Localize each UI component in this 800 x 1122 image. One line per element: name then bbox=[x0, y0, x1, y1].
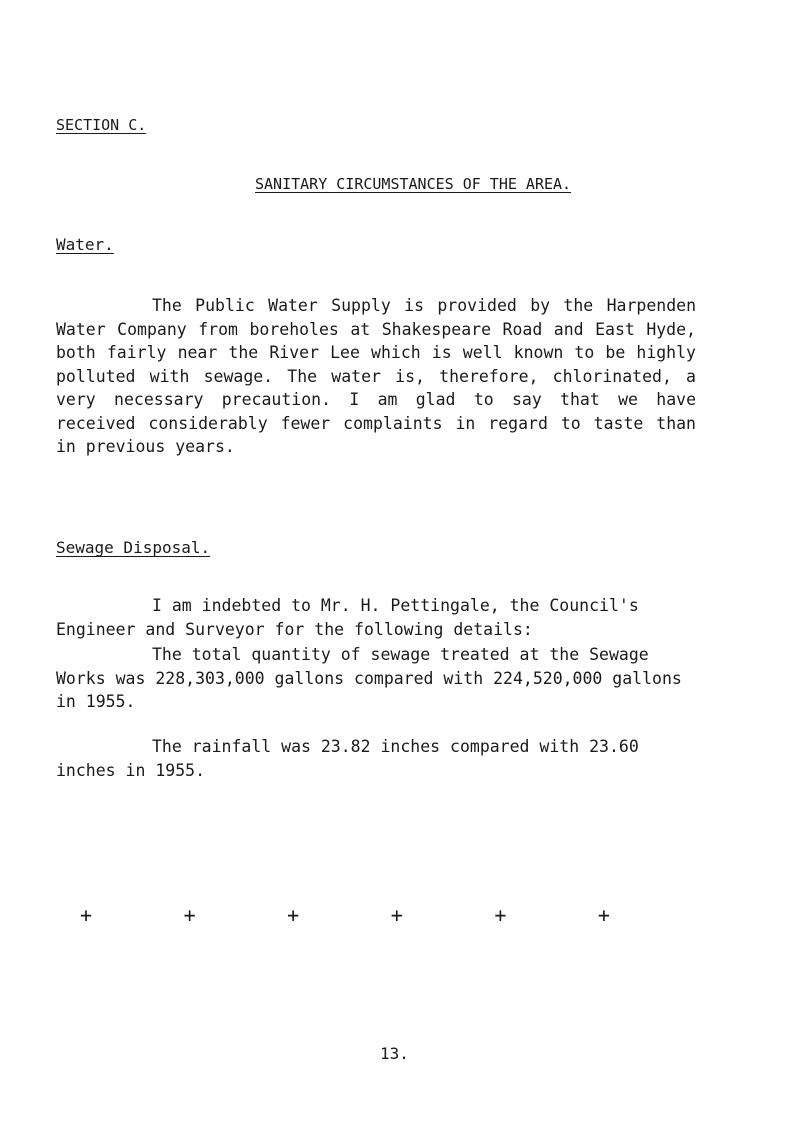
sewage-paragraph-acknowledgement: I am indebted to Mr. H. Pettingale, the Council's Engineer and Surveyor for the following details: bbox=[56, 596, 639, 639]
water-paragraph: The Public Water Supply is provided by the Harpenden Water Company from boreholes at Shakespeare Road and East Hyde, both fairly near the River Lee which is well known to be highly polluted with sewage. The water is, therefore, chlorinated, a very necessary precaution. I am glad to say that we have received considerably fewer complaints in regard to taste than in previous years. bbox=[56, 296, 696, 456]
separator-mark: + bbox=[183, 903, 196, 927]
separator-mark: + bbox=[597, 903, 610, 927]
heading-water: Water. bbox=[56, 235, 114, 254]
separator-mark: + bbox=[390, 903, 403, 927]
separator-mark: + bbox=[494, 903, 507, 927]
page-number: 13. bbox=[380, 1044, 409, 1063]
heading-sewage-disposal: Sewage Disposal. bbox=[56, 538, 211, 557]
separator-marks bbox=[80, 903, 610, 927]
separator-mark: + bbox=[287, 903, 300, 927]
separator-mark: + bbox=[80, 903, 93, 927]
page-title: SANITARY CIRCUMSTANCES OF THE AREA. bbox=[255, 175, 572, 193]
section-label: SECTION C. bbox=[56, 116, 147, 134]
sewage-paragraph-rainfall: The rainfall was 23.82 inches compared with 23.60 inches in 1955. bbox=[56, 737, 639, 780]
sewage-paragraph-quantity: The total quantity of sewage treated at the Sewage Works was 228,303,000 gallons compared with 224,520,000 gallons in 1955. bbox=[56, 645, 682, 711]
